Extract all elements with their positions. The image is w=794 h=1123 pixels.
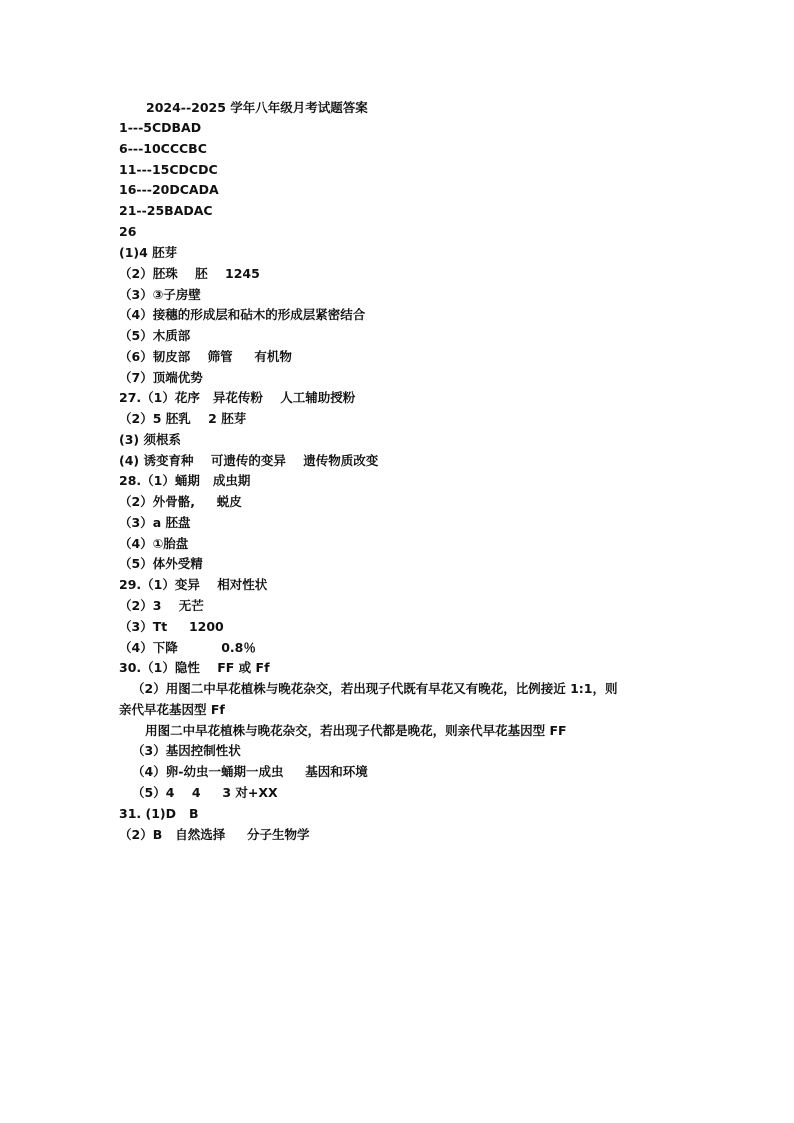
document-title: 2024--2025 学年八年级月考试题答案: [146, 100, 368, 115]
answer-line: 27.（1）花序 异花传粉 人工辅助授粉: [119, 390, 356, 405]
answer-line: 16---20DCADA: [119, 182, 219, 197]
answer-line: （5）木质部: [119, 328, 191, 343]
answer-line: （4）①胎盘: [119, 536, 189, 551]
answer-line: 亲代早花基因型 Ff: [119, 702, 225, 717]
answer-line: 28.（1）蛹期 成虫期: [119, 473, 251, 488]
answer-line: 用图二中早花植株与晚花杂交，若出现子代都是晚花，则亲代早花基因型 FF: [119, 723, 567, 738]
answer-line: （4）下降 0.8％: [119, 640, 256, 655]
answer-line: 30.（1）隐性 FF 或 Ff: [119, 660, 270, 675]
answer-line: （2）胚珠 胚 1245: [119, 266, 260, 281]
answer-line: 21--25BADAC: [119, 203, 213, 218]
answer-line: （4）卵-幼虫一蛹期一成虫 基因和环境: [119, 764, 368, 779]
answer-line: 26: [119, 224, 137, 239]
answer-line: (4) 诱变育种 可遗传的变异 遗传物质改变: [119, 453, 379, 468]
answer-line: 6---10CCCBC: [119, 141, 207, 156]
answer-line: 11---15CDCDC: [119, 162, 218, 177]
answer-line: （3）a 胚盘: [119, 515, 191, 530]
answer-line: （2）外骨骼, 蜕皮: [119, 494, 242, 509]
answer-line: 31. (1)D B: [119, 806, 199, 821]
answer-line: （3）基因控制性状: [119, 743, 241, 758]
answer-line: （5）4 4 3 对+XX: [119, 785, 278, 800]
answer-line: （2）B 自然选择 分子生物学: [119, 827, 310, 842]
answer-line: 29.（1）变异 相对性状: [119, 577, 268, 592]
answer-line: （7）顶端优势: [119, 370, 203, 385]
answer-line: （4）接穗的形成层和砧木的形成层紧密结合: [119, 307, 366, 322]
answer-line: （2）5 胚乳 2 胚芽: [119, 411, 247, 426]
answer-line: （5）体外受精: [119, 556, 203, 571]
answer-line: （3）③子房壁: [119, 287, 201, 302]
answer-line: (1)4 胚芽: [119, 245, 178, 260]
answer-line: （6）韧皮部 筛管 有机物: [119, 349, 292, 364]
answer-line: (3) 须根系: [119, 432, 181, 447]
answer-line: （3）Tt 1200: [119, 619, 224, 634]
answer-line: 1---5CDBAD: [119, 120, 202, 135]
answer-line: （2）3 无芒: [119, 598, 204, 613]
answer-line: （2）用图二中早花植株与晚花杂交，若出现子代既有早花又有晚花，比例接近 1:1，则: [119, 681, 618, 696]
